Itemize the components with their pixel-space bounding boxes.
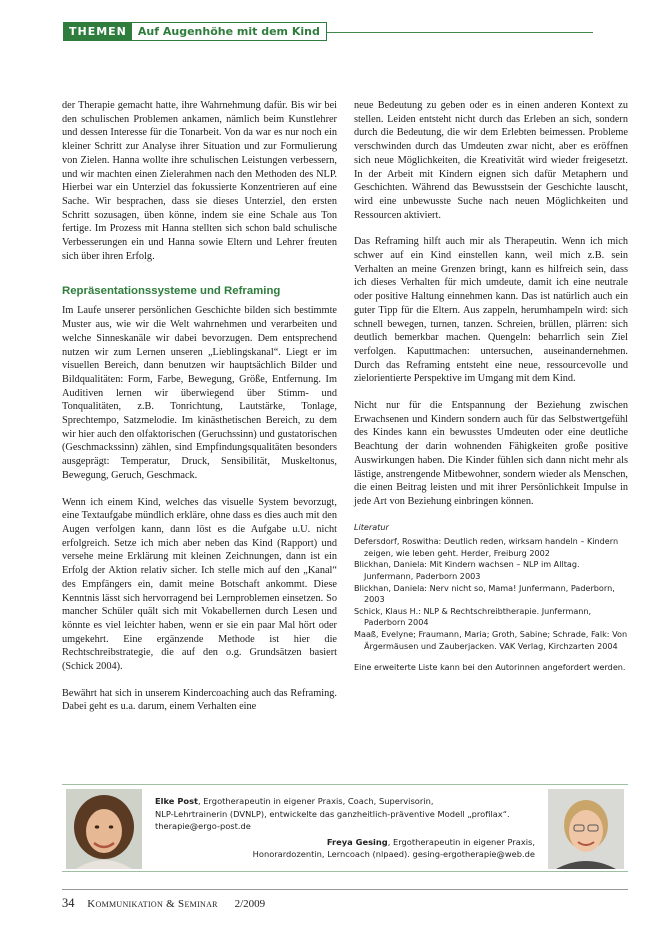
right-column: [354, 99, 628, 674]
section-label: THEMEN: [64, 23, 132, 40]
section-title: Auf Augenhöhe mit dem Kind: [137, 25, 320, 38]
section-header: [63, 22, 593, 40]
portrait-icon: [66, 789, 142, 869]
author-bio-1: [155, 795, 535, 808]
author-email: therapie@ergo-post.de: [155, 821, 251, 831]
author-description: , Ergotherapeutin in eigener Praxis,: [387, 836, 535, 847]
author-description-line: NLP-Lehrtrainerin (DVNLP), entwickelte das ganzheitlich-präventive Modell „profilax“.: [155, 808, 510, 819]
author-photo-elke-post: [66, 789, 142, 869]
literature-note: Eine erweiterte Liste kann bei den Autorinnen angefordert werden.: [354, 662, 626, 673]
literature-entry: Blickhan, Daniela: Mit Kindern wachsen – NLP im Alltag. Junfermann, Paderborn 2003: [354, 559, 580, 582]
author-name: Freya Gesing: [326, 836, 388, 847]
paragraph: neue Bedeutung zu geben oder es in einen anderen Kontext zu stellen. Leiden entsteht nicht durch das Erleben an sich, sondern durch die Bedeutung, die wir dem Erlebten beimessen. Probleme verschwinden durch das Umdeuten zwar nicht, aber es eröffnen sich neue Möglichkeiten, die Kreativität wird wieder freigesetzt. In der Arbeit mit Kindern eignen sich dafür Metaphern und Geschichten. Während das Bewusstsein der Geschichte lauscht, wird eine unbewusste Suche nach neuen Möglichkeiten und Ressourcen aktiviert.: [354, 100, 628, 221]
paragraph: Wenn ich einem Kind, welches das visuelle System bevorzugt, eine Textaufgabe mündlich erkläre, ohne dass es dies auch mit den Augen verfolgen kann, dann löst es die Aufgabe u.U. nicht erfolgreich. Setze ich mich aber neben das Kind (Rapport) und versehe meine Erklärung mit kleinen Zeichnungen, dann ist ein Erfolg der Aktion relativ sicher. Ich stelle mich auf den „Kanal“ des Empfängers ein, damit meine Botschaft ankommt. Diese Kenntnis lässt sich hervorragend bei Lernproblemen einsetzen. So mancher Schüler quält sich mit Vokabellernen durch Lesen und könnte es viel leichter haben, wenn er sie ein paar Mal hört oder umgekehrt. Eine ergänzende Methode ist hier die Rechtschreibstrategie, die auf den o.g. Grundsätzen basiert (Schick 2004).: [62, 496, 337, 673]
header-rule: [313, 32, 593, 33]
author-description-line: Honorardozentin, Lerncoach (nlpaed). gesing-ergotherapie@web.de: [252, 849, 535, 859]
journal-title: Kommunikation & Seminar: [87, 898, 218, 910]
author-name: Elke Post: [155, 796, 199, 806]
literature-entry: Schick, Klaus H.: NLP & Rechtschreibtherapie. Junfermann, Paderborn 2004: [354, 605, 592, 628]
paragraph: Das Reframing hilft auch mir als Therapeutin. Wenn ich mich schwer auf ein Kind einstellen kann, weil mich z.B. sein Verhalten an meine Grenzen bringt, kann es hilfreich sein, dass ich dieses Verhalten für mich umdeute, damit ich eine neutrale oder positive Haltung einnehmen kann. Das ist natürlich auch ein guter Tipp für die Eltern. Aus zappeln, herumhampeln wird: sich schnell bewegen, turnen, tanzen. Schreien, brüllen, plärren: sich deutlich bemerkbar machen. Quengeln: beharrlich sein Ziel verfolgen. Kaputtmachen: untersuchen, auseinandernehmen. Durch das Reframing entsteht eine neue, ressourcevolle und zielorientierte Perspektive im Umgang mit dem Kind.: [354, 236, 628, 385]
author-bio-2: [155, 836, 535, 849]
author-bios: [155, 795, 535, 861]
literature-entry: Blickhan, Daniela: Nerv nicht so, Mama! Junfermann, Paderborn, 2003: [354, 582, 615, 605]
journal-issue: 2/2009: [234, 898, 266, 910]
page-footer: [62, 889, 628, 911]
author-photo-freya-gesing: [548, 789, 624, 869]
paragraph: Im Laufe unserer persönlichen Geschichte bilden sich bestimmte Muster aus, wie wir die Welt wahrnehmen und verarbeiten und welche Sinneskanäle wir dabei bevorzugen. Dem entsprechend nutzen wir zum Lernen unseren „Lieblingskanal“. Liegt er im visuellen Bereich, dann benutzen wir hauptsächlich Bilder und Bildqualitäten: Form, Farbe, Bewegung, Größe, Entfernung. Im Auditiven lernen wir überwiegend über Stimm- und Tonqualitäten, z.B. Tonrichtung, Lautstärke, Tonlage, Sprechtempo, Satzmelodie. Im kinästhetischen Bereich, zu dem wir hier auch den olfaktorischen (Geruchssinn) und gustatorischen (Geschmackssinn) zählen, sind Empfindungsqualitäten besonders ausgeprägt: Temperatur, Druck, Sensibilität, Muskeltonus, Bewegung, Geruch, Geschmack.: [62, 305, 337, 481]
author-description: , Ergotherapeutin in eigener Praxis, Coach, Supervisorin,: [198, 796, 434, 806]
header-label-box: [63, 22, 327, 41]
literature-entry: Maaß, Evelyne; Fraumann, Maria; Groth, Sabine; Schrade, Falk: Von Ärgermäusen und Zauberjacken. VAK Verlag, Kirchzarten 2004: [354, 629, 628, 651]
literature-heading: Literatur: [354, 521, 389, 532]
author-box: [62, 784, 628, 872]
literature-list: [354, 522, 628, 653]
literature-entry: Defersdorf, Roswitha: Deutlich reden, wirksam handeln – Kindern zeigen, wie leben geht. Herder, Freiburg 2002: [354, 536, 619, 558]
paragraph: Bewährt hat sich in unserem Kindercoaching auch das Reframing. Dabei geht es u.a. darum, einem Verhalten eine: [62, 687, 337, 713]
section-heading: Repräsentationssysteme und Reframing: [62, 285, 281, 298]
page-number: 34: [62, 896, 75, 910]
paragraph: Nicht nur für die Entspannung der Beziehung zwischen Erwachsenen und Kindern sondern auch für das Selbstwertgefühl des Kindes kann ein bewusstes Umdeuten oder eine deutliche Beachtung der darin wohnenden Fähigkeiten große positive Auswirkungen haben. Die Kinder fühlen sich dann nicht mehr als lästige, anstrengende Mitbewohner, sondern wieder als Menschen, die einen Beitrag leisten und mit ihrer Persönlichkeit Impulse in jede Art von Beziehung einbringen können.: [354, 400, 628, 507]
left-column: [62, 99, 337, 727]
paragraph: der Therapie gemacht hatte, ihre Wahrnehmung dafür. Bis wir bei den schulischen Problemen ankamen, nämlich beim Kunstlehrer und dessen Interesse für die Tonarbeit. Von da war es nur noch ein kleiner Schritt zur Analyse ihrer Situation und zur Formulierung von Zielen. Hanna wollte ihre schulischen Leistungen verbessern, und wir machten einen Zielerahmen nach den Methoden des NLP. Hierbei war ein Unterziel das fokussierte Konzentrieren auf eine Sache. Wir besprachen, dass sie dieses Unterziel, den ersten Schritt sozusagen, üben könne, indem sie eine Schale aus Ton fertige. Im Prozess mit Hanna stellten sich schon bald schulische Verbesserungen ein und Hanna sowie Eltern und Lehrer freuten sich über ihren Erfolg.: [62, 100, 337, 262]
portrait-icon: [548, 789, 624, 869]
